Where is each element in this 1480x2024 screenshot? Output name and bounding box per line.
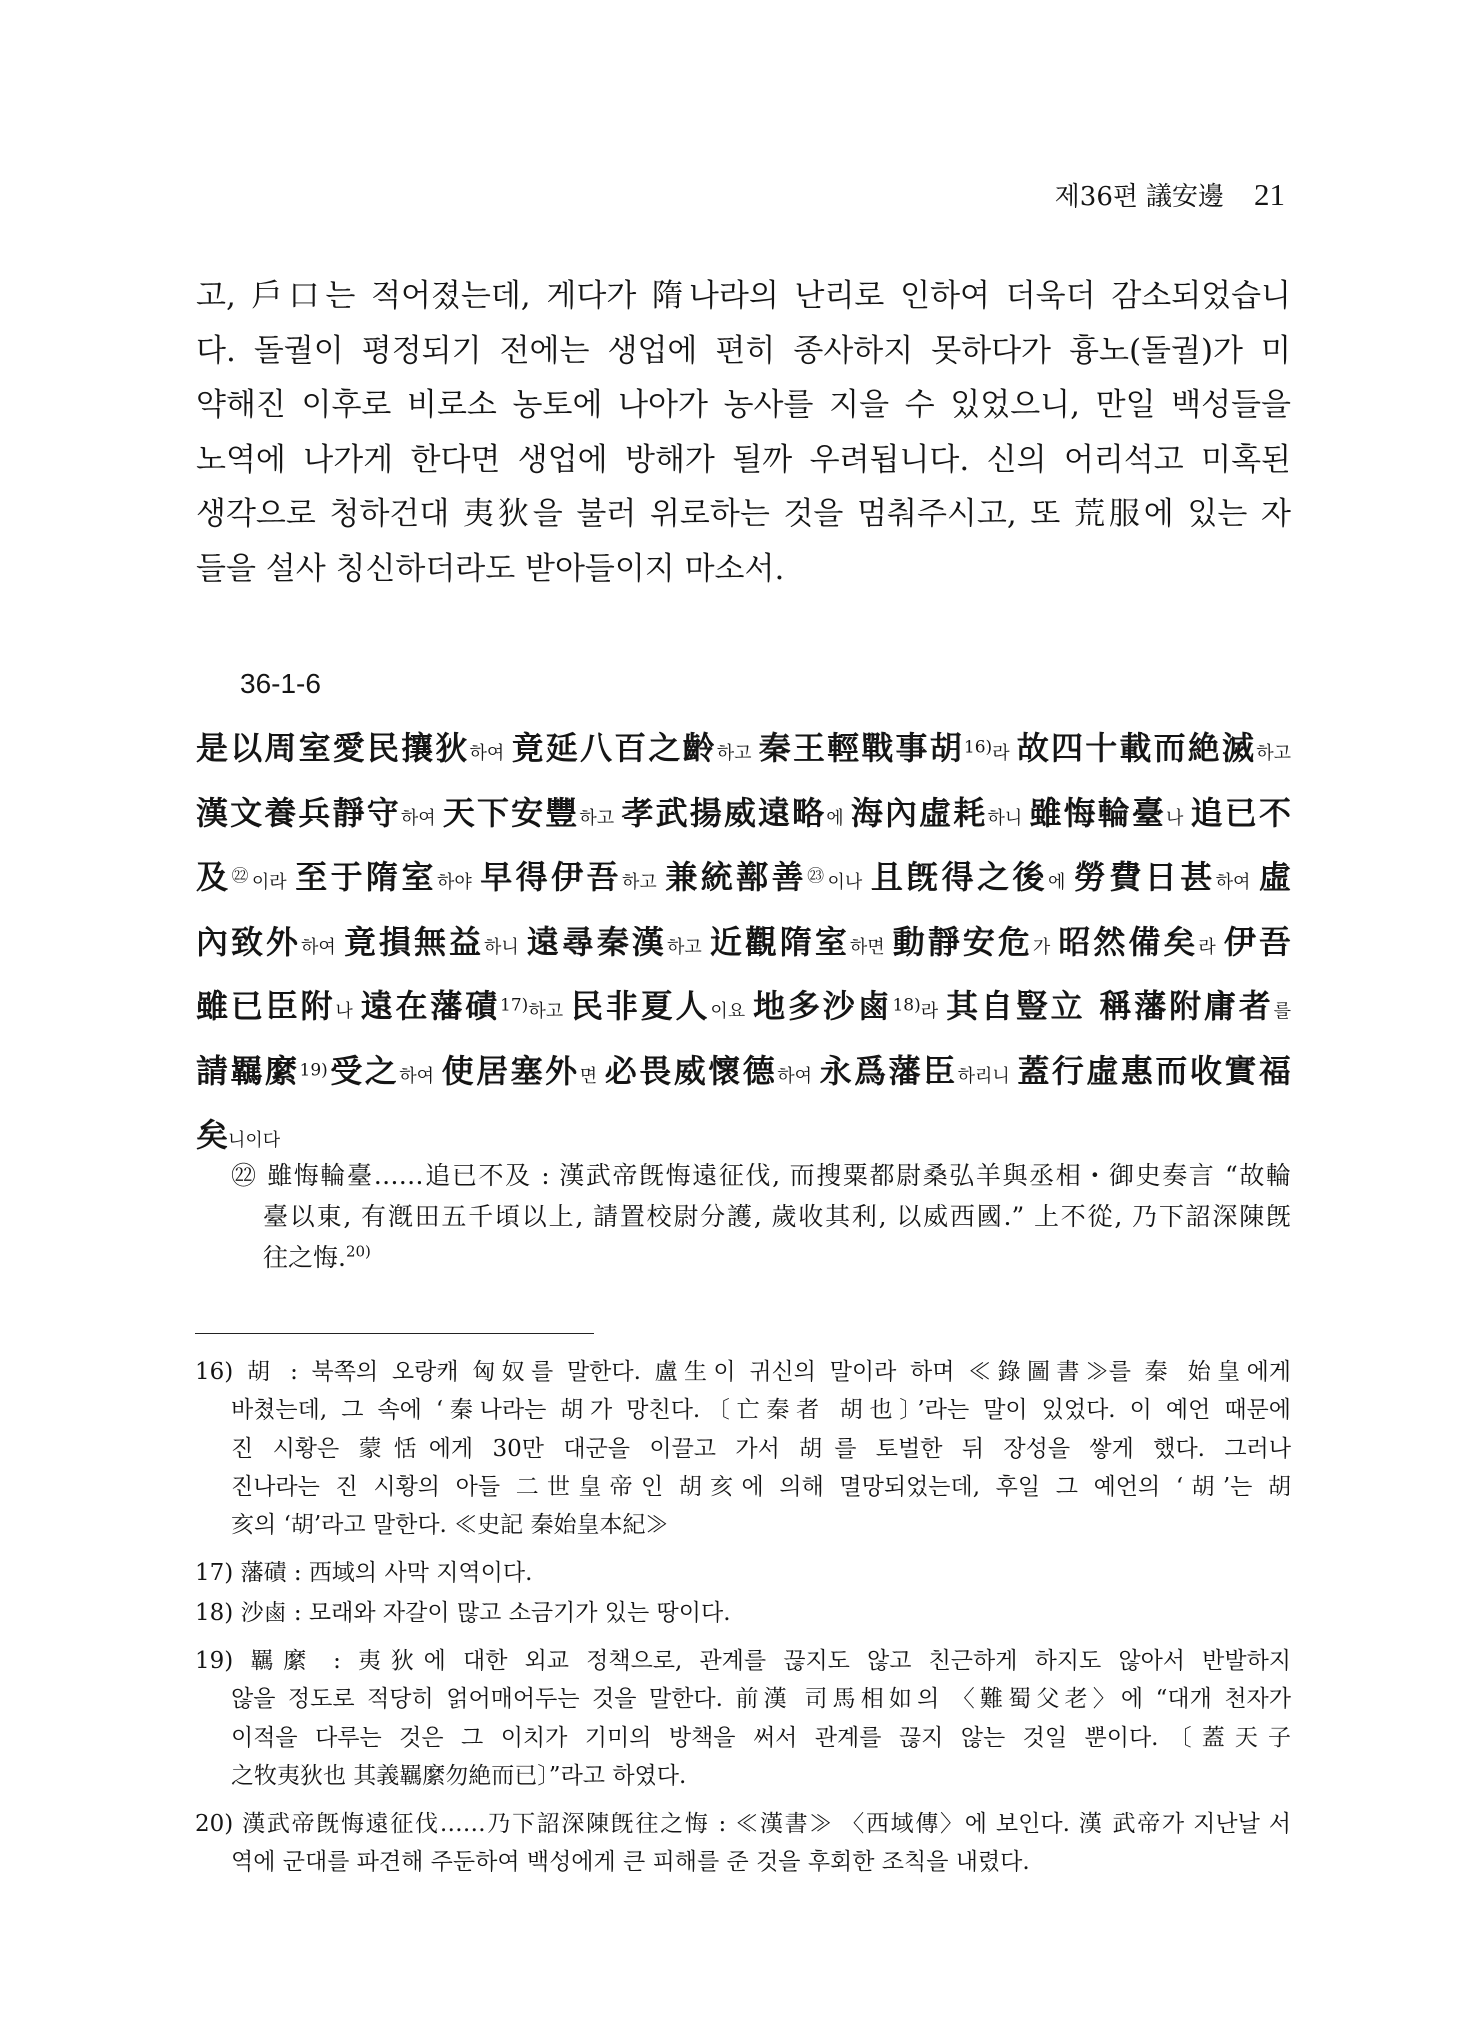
hanzi: 蓋行虛惠而收實福 <box>1017 1051 1291 1090</box>
hanzi: 動靜安危 <box>892 922 1033 961</box>
particle: 라 <box>1198 936 1216 958</box>
footnote-line <box>195 1805 1291 1843</box>
footnote-line <box>195 1642 1291 1680</box>
particle: 면 <box>579 1065 598 1087</box>
hanzi: 孝武揚威遠略 <box>621 793 827 832</box>
hanzi: 使居塞外 <box>441 1051 580 1090</box>
passage-line <box>196 1042 1291 1107</box>
footnote-line: 之牧夷狄也 其義羈縻勿絶而已〕”라고 하였다. <box>231 1762 687 1789</box>
hanzi: 至于隋室 <box>295 858 437 896</box>
hanzi: 近觀隋室 <box>709 922 850 961</box>
particle: 니이다 <box>228 1130 281 1151</box>
footnote-line <box>195 1353 1291 1391</box>
page-number: 21 <box>1254 177 1285 212</box>
translation-line: 노역에 나가게 한다면 생업에 방해가 될까 우려됩니다. 신의 어리석고 미혹된 <box>196 441 1291 478</box>
particle: 이라 <box>251 872 287 893</box>
footnote-ref: 17) <box>500 995 529 1016</box>
footnote-line: 역에 군대를 파견해 주둔하여 백성에게 큰 피해를 준 것을 후회한 조칙을 내렸다. <box>231 1849 1030 1876</box>
particle: 하여 <box>1215 872 1251 893</box>
particle: 나 <box>1166 807 1184 829</box>
footnote-line <box>195 1594 1291 1632</box>
particle: 라 <box>920 1001 939 1022</box>
translation-paragraph <box>196 269 1291 596</box>
particle: 하고 <box>666 936 702 958</box>
footnote-ref: 19) <box>299 1060 328 1081</box>
passage-line <box>196 913 1291 978</box>
footnote-line: 亥의 ‘胡’라고 말한다. ≪史記 秦始皇本紀≫ <box>231 1512 669 1539</box>
running-header <box>1055 172 1285 218</box>
passage-line <box>196 848 1291 913</box>
annotation-line <box>263 1237 1291 1278</box>
particle: 이요 <box>710 1001 746 1022</box>
hanzi: 矣 <box>196 1116 229 1154</box>
footnote-separator <box>195 1333 594 1334</box>
particle: 나 <box>335 1001 353 1022</box>
footnote-20 <box>195 1805 1291 1882</box>
hanzi: 故四十載而絶滅 <box>1016 729 1257 767</box>
chapter-title: 議安邊 <box>1145 182 1224 212</box>
hanzi: 永爲藩臣 <box>819 1051 958 1090</box>
hanzi: 海內虛耗 <box>850 793 988 832</box>
particle: 라 <box>992 743 1010 764</box>
footnote-line: 이적을 다루는 것은 그 이치가 기미의 방책을 써서 관계를 끊지 않는 것일 뿐이다.〔蓋天子 <box>231 1724 1291 1751</box>
footnote-line <box>195 1554 1291 1592</box>
footnote-16 <box>195 1353 1292 1544</box>
particle: 하면 <box>849 936 885 958</box>
hanzi: 兼統鄯善 <box>665 858 808 896</box>
particle: 이나 <box>827 872 863 893</box>
original-passage <box>196 719 1291 1171</box>
particle: 하고 <box>579 807 615 829</box>
particle: 하니 <box>987 807 1023 829</box>
particle: 에 <box>1048 872 1066 893</box>
particle: 하여 <box>400 807 436 829</box>
hanzi: 地多沙鹵 <box>753 987 893 1025</box>
footnote-ref: 20) <box>345 1242 371 1261</box>
annotation-ref: ㉓ <box>807 866 828 887</box>
annotation-text: 雖悔輪臺……追已不及 : 漢武帝旣悔遠征伐, 而搜粟都尉桑弘羊與丞相・御史奏言 “故輪 <box>267 1161 1291 1190</box>
hanzi: 遠尋秦漢 <box>526 922 667 961</box>
hanzi: 雖悔輪臺 <box>1029 793 1167 832</box>
hanzi: 內致外 <box>196 922 302 961</box>
chapter-label: 제36편 <box>1054 182 1138 212</box>
particle: 하리니 <box>957 1065 1010 1087</box>
annotation-marker: ㉒ <box>231 1161 258 1190</box>
particle: 가 <box>1032 936 1051 958</box>
footnote-label: 20) <box>195 1811 234 1837</box>
hanzi: 請羈縻 <box>196 1051 300 1090</box>
hanzi: 且旣得之後 <box>870 858 1048 896</box>
footnote-line: 바쳤는데, 그 속에 ‘秦나라는 胡가 망친다.〔亡秦者 胡也〕’라는 말이 있었다. 이 예언 때문에 <box>231 1397 1291 1424</box>
footnote-label: 18) <box>195 1600 234 1626</box>
footnote-text: 羈縻 : 夷狄에 대한 외교 정책으로, 관계를 끊지도 않고 친근하게 하지도 않아서 반발하지 <box>250 1648 1291 1674</box>
passage-line <box>196 977 1291 1042</box>
hanzi: 民非夏人 <box>571 987 711 1025</box>
hanzi: 是以周室愛民攘狄 <box>196 729 470 767</box>
translation-line: 다. 돌궐이 평정되기 전에는 생업에 편히 종사하지 못하다가 흉노(돌궐)가 미 <box>196 332 1291 369</box>
particle: 하고 <box>716 743 752 764</box>
passage-line <box>196 784 1291 849</box>
footnote-line: 않을 정도로 적당히 얽어매어두는 것을 말한다. 前漢 司馬相如의 〈難蜀父老〉에 “대개 천자가 <box>231 1686 1291 1713</box>
footnote-text: 胡 : 북쪽의 오랑캐 匈奴를 말한다. 盧生이 귀신의 말이라 하며 ≪錄圖書≫를 秦 始皇에게 <box>246 1359 1292 1385</box>
particle: 에 <box>826 807 844 829</box>
hanzi: 受之 <box>327 1051 400 1090</box>
footnote-label: 17) <box>195 1560 234 1586</box>
hanzi: 勞費日甚 <box>1073 858 1216 896</box>
footnote-19 <box>195 1642 1291 1795</box>
hanzi: 秦王輕戰事胡 <box>758 729 964 767</box>
footnote-ref: 18) <box>892 995 921 1016</box>
particle: 하고 <box>528 1001 564 1022</box>
annotation-note <box>231 1155 1291 1278</box>
footnote-17 <box>195 1554 1291 1592</box>
hanzi: 竟延八百之齡 <box>511 729 717 767</box>
footnote-18 <box>195 1594 1291 1632</box>
hanzi: 竟損無益 <box>343 922 484 961</box>
hanzi: 必畏威懷德 <box>604 1051 778 1090</box>
footnote-text: 沙鹵 : 모래와 자갈이 많고 소금기가 있는 땅이다. <box>240 1600 731 1626</box>
hanzi: 虛 <box>1258 858 1291 896</box>
translation-line: 약해진 이후로 비로소 농토에 나아가 농사를 지을 수 있었으니, 만일 백성들을 <box>196 387 1291 423</box>
footnote-text: 藩磧 : 西域의 사막 지역이다. <box>240 1560 533 1586</box>
particle: 하니 <box>484 936 519 958</box>
hanzi: 及 <box>196 858 232 896</box>
hanzi: 早得伊吾 <box>480 858 622 896</box>
footnote-label: 19) <box>195 1648 234 1674</box>
particle: 하여 <box>399 1065 435 1087</box>
footnote-line: 진 시황은 蒙恬에게 30만 대군을 이끌고 가서 胡를 토벌한 뒤 장성을 쌓게 했다. 그러나 <box>231 1435 1291 1462</box>
hanzi: 漢文養兵靜守 <box>196 793 401 832</box>
particle: 하야 <box>436 872 472 893</box>
annotation-ref: ㉒ <box>231 866 252 887</box>
footnote-ref: 16) <box>963 737 993 758</box>
translation-line: 고, 戶口는 적어졌는데, 게다가 隋나라의 난리로 인하여 더욱더 감소되었습니 <box>196 278 1291 314</box>
annotation-line: 臺以東, 有漑田五千頃以上, 請置校尉分護, 歲收其利, 以威西國.” 上不從, 乃下詔深陳旣 <box>263 1202 1291 1231</box>
particle: 하여 <box>469 743 505 764</box>
section-number: 36-1-6 <box>240 668 321 699</box>
particle: 를 <box>1273 1001 1291 1022</box>
hanzi: 昭然備矣 <box>1058 922 1199 961</box>
hanzi: 天下安豐 <box>442 793 580 832</box>
hanzi: 雖已臣附 <box>196 987 336 1025</box>
particle: 하여 <box>301 936 336 958</box>
hanzi: 其自豎立 稱藩附庸者 <box>946 987 1274 1025</box>
annotation-line <box>231 1155 1291 1196</box>
particle: 하고 <box>622 872 657 893</box>
translation-line: 들을 설사 칭신하더라도 받아들이지 마소서. <box>196 550 785 587</box>
hanzi: 遠在藩磧 <box>360 987 501 1025</box>
hanzi: 追已不 <box>1190 793 1291 832</box>
annotation-text: 往之悔. <box>263 1243 346 1272</box>
passage-line <box>196 719 1291 784</box>
footnote-label: 16) <box>195 1359 234 1385</box>
footnote-text: 漢武帝旣悔遠征伐……乃下詔深陳旣往之悔 : ≪漢書≫ 〈西域傳〉에 보인다. 漢 武帝가 지난날 서 <box>242 1811 1291 1837</box>
particle: 하고 <box>1256 743 1291 764</box>
footnote-line: 진나라는 진 시황의 아들 二世皇帝인 胡亥에 의해 멸망되었는데, 후일 그 예언의 ‘胡’는 胡 <box>231 1473 1291 1500</box>
particle: 하여 <box>777 1065 812 1087</box>
hanzi: 伊吾 <box>1223 922 1291 961</box>
translation-line: 생각으로 청하건대 夷狄을 불러 위로하는 것을 멈춰주시고, 또 荒服에 있는 자 <box>196 496 1291 532</box>
